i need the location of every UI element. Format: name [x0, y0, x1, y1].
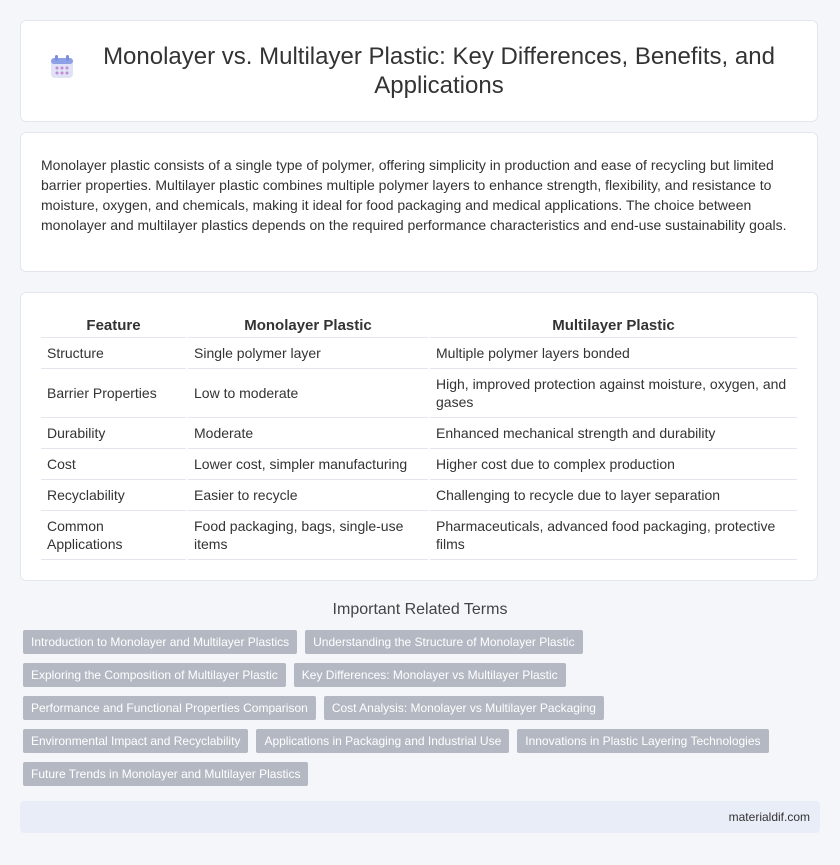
- related-term-tag[interactable]: Future Trends in Monolayer and Multilayer Plastics: [23, 762, 308, 786]
- table-cell: Moderate: [187, 418, 429, 449]
- footer: [20, 801, 820, 833]
- table-cell: Low to moderate: [187, 369, 429, 418]
- comparison-table-card: [20, 292, 818, 581]
- table-header-monolayer: Monolayer Plastic: [187, 311, 429, 338]
- table-cell: High, improved protection against moisture, oxygen, and gases: [429, 369, 797, 418]
- related-term-tag[interactable]: Introduction to Monolayer and Multilayer Plastics: [23, 630, 297, 654]
- table-row: [41, 480, 797, 511]
- related-terms-section: [20, 600, 820, 795]
- table-cell: Lower cost, simpler manufacturing: [187, 449, 429, 480]
- table-cell: Pharmaceuticals, advanced food packaging, protective films: [429, 511, 797, 560]
- table-cell: Structure: [41, 338, 187, 369]
- related-term-tag[interactable]: Key Differences: Monolayer vs Multilayer Plastic: [294, 663, 566, 687]
- table-cell: Challenging to recycle due to layer separation: [429, 480, 797, 511]
- intro-paragraph: Monolayer plastic consists of a single type of polymer, offering simplicity in production and ease of recycling but limited barrier properties. Multilayer plastic combines multiple polymer layers to enhance strength, flexibility, and resistance to moisture, oxygen, and chemicals, making it ideal for food packaging and medical applications. The choice between monolayer and multilayer plastics depends on the required performance characteristics and end-use sustainability goals.: [41, 157, 787, 233]
- related-term-tag[interactable]: Cost Analysis: Monolayer vs Multilayer Packaging: [324, 696, 604, 720]
- table-cell: Single polymer layer: [187, 338, 429, 369]
- table-cell: Cost: [41, 449, 187, 480]
- table-cell: Easier to recycle: [187, 480, 429, 511]
- comparison-table: [41, 311, 797, 560]
- related-term-tag[interactable]: Applications in Packaging and Industrial Use: [256, 729, 509, 753]
- table-cell: Durability: [41, 418, 187, 449]
- table-header-multilayer: Multilayer Plastic: [429, 311, 797, 338]
- table-row: [41, 369, 797, 418]
- table-header-feature: Feature: [41, 311, 187, 338]
- table-cell: Barrier Properties: [41, 369, 187, 418]
- table-cell: Multiple polymer layers bonded: [429, 338, 797, 369]
- related-terms-title: Important Related Terms: [332, 601, 508, 618]
- title-wrap: [49, 42, 789, 100]
- header-card: [20, 20, 818, 122]
- intro-card: [20, 132, 818, 272]
- calendar-icon: [49, 54, 75, 80]
- related-term-tag[interactable]: Understanding the Structure of Monolayer Plastic: [305, 630, 582, 654]
- table-row: [41, 449, 797, 480]
- related-term-tag[interactable]: Innovations in Plastic Layering Technologies: [517, 729, 768, 753]
- related-term-tag[interactable]: Exploring the Composition of Multilayer Plastic: [23, 663, 286, 687]
- related-term-tag[interactable]: Environmental Impact and Recyclability: [23, 729, 248, 753]
- table-cell: Common Applications: [41, 511, 187, 560]
- footer-site-link[interactable]: materialdif.com: [728, 810, 810, 824]
- table-row: [41, 338, 797, 369]
- table-row: [41, 418, 797, 449]
- page-title: Monolayer vs. Multilayer Plastic: Key Differences, Benefits, and Applications: [103, 43, 775, 99]
- table-cell: Food packaging, bags, single-use items: [187, 511, 429, 560]
- related-terms-list: [20, 630, 820, 795]
- related-term-tag[interactable]: Performance and Functional Properties Comparison: [23, 696, 316, 720]
- table-cell: Higher cost due to complex production: [429, 449, 797, 480]
- table-row: [41, 511, 797, 560]
- table-cell: Recyclability: [41, 480, 187, 511]
- table-cell: Enhanced mechanical strength and durability: [429, 418, 797, 449]
